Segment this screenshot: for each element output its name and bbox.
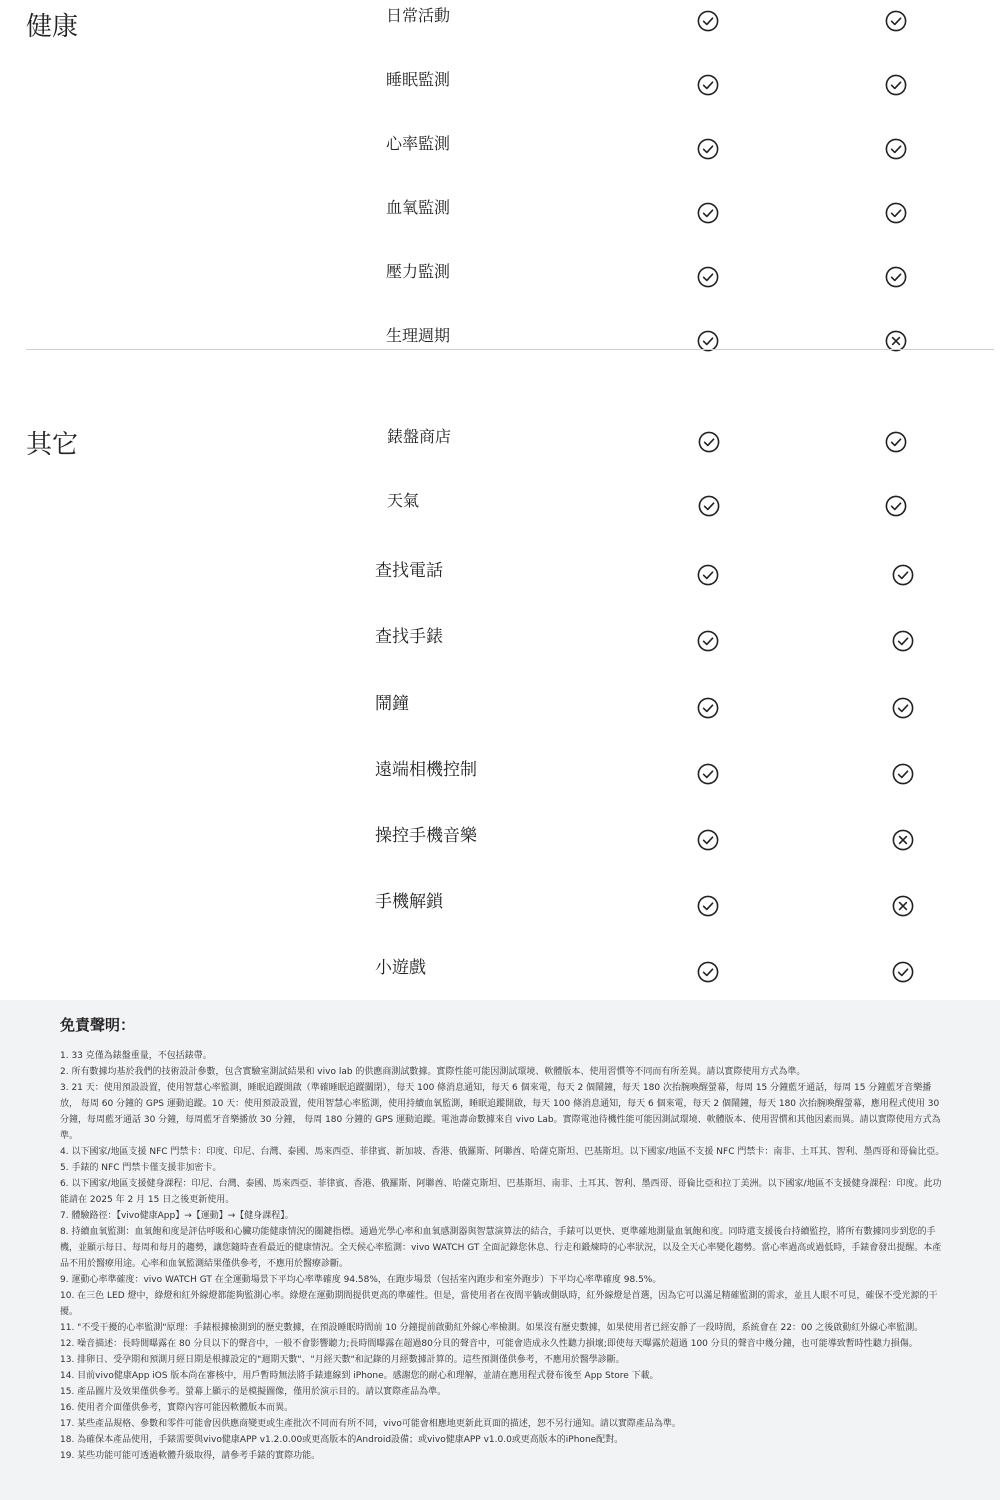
- health-section-title: 健康: [26, 12, 79, 42]
- disclaimer-note: 18. 為確保本產品使用，手錶需要與vivo健康APP v1.2.0.00或更高版本的Android設備；或vivo健康APP v1.0.0或更高版本的iPhone配對。: [60, 1435, 624, 1445]
- feature-label: 天氣: [387, 491, 420, 510]
- check-circle-icon: [697, 829, 719, 851]
- check-circle-icon: [885, 495, 907, 517]
- feature-label: 生理週期: [386, 326, 451, 345]
- check-circle-icon: [697, 564, 719, 586]
- check-circle-icon: [698, 495, 720, 517]
- disclaimer-note: 4. 以下國家/地區支援 NFC 門禁卡：印度、印尼、台灣、泰國、馬來西亞、菲律賓、新加坡、香港、俄羅斯、阿聯酋、哈薩克斯坦、巴基斯坦。以下國家/地區不支援 NFC 門禁卡：南非、土耳其、智利、墨西哥和哥倫比亞。: [60, 1147, 945, 1157]
- feature-row: [0, 958, 1000, 998]
- feature-row: [0, 198, 1000, 238]
- check-circle-icon: [892, 564, 914, 586]
- feature-row: [0, 627, 1000, 667]
- feature-row: [0, 134, 1000, 174]
- check-circle-icon: [697, 961, 719, 983]
- disclaimer-note: 11. "不受干擾的心率監測"原理：手錶根據檢測到的歷史數據，在預設睡眠時間前 10 分鐘提前啟動紅外線心率檢測。如果沒有歷史數據，如果使用者已經安靜了一段時間，系統會在 22：00 之後啟動紅外線心率監測。: [60, 1323, 924, 1333]
- disclaimer-notes: [60, 1048, 945, 1464]
- feature-label: 日常活動: [386, 6, 451, 25]
- feature-row: [0, 561, 1000, 601]
- feature-row: [0, 760, 1000, 800]
- disclaimer-note: 12. 噪音描述：長時間曝露在 80 分貝以下的聲音中，一般不會影響聽力;長時間曝露在超過80分貝的聲音中，可能會造成永久性聽力損壞;即使每天曝露於超過 100 分貝的聲音中幾分鐘，也可能導致暫時性聽力損傷。: [60, 1339, 918, 1349]
- check-circle-icon: [892, 763, 914, 785]
- disclaimer-note: 7. 體驗路徑：【vivo健康App】→【運動】→【健身課程】。: [60, 1211, 294, 1221]
- disclaimer-note: 14. 目前vivo健康App iOS 版本尚在審核中，用戶暫時無法將手錶連線到 iPhone。感謝您的耐心和理解，並請在應用程式發布後至 App Store 下載。: [60, 1371, 659, 1381]
- check-circle-icon: [697, 10, 719, 32]
- disclaimer-note: 19. 某些功能可能可透過軟體升級取得，請參考手錶的實際功能。: [60, 1451, 321, 1461]
- check-circle-icon: [892, 697, 914, 719]
- feature-label: 小遊戲: [375, 958, 426, 978]
- feature-row: [0, 427, 1000, 467]
- feature-label: 查找電話: [375, 561, 443, 581]
- feature-row: [0, 892, 1000, 932]
- feature-label: 遠端相機控制: [375, 760, 477, 780]
- disclaimer-note: 1. 33 克僅為錶盤重量，不包括錶帶。: [60, 1051, 212, 1061]
- disclaimer-note: 15. 產品圖片及效果僅供參考。螢幕上顯示的是模擬圖像，僅用於演示目的。請以實際產品為準。: [60, 1387, 447, 1397]
- feature-label: 錶盤商店: [387, 427, 452, 446]
- check-circle-icon: [697, 630, 719, 652]
- disclaimer-note: 13. 排卵日、受孕期和預測月經日期是根據設定的"週期天數"、"月經天數"和記錄的月經數據計算的。這些預測僅供參考，不應用於醫學診斷。: [60, 1355, 625, 1365]
- disclaimer-note: 5. 手錶的 NFC 門禁卡僅支援非加密卡。: [60, 1163, 222, 1173]
- feature-row: [0, 694, 1000, 734]
- check-circle-icon: [892, 630, 914, 652]
- disclaimer-note: 9. 運動心率準確度：vivo WATCH GT 在全運動場景下平均心率準確度 94.58%，在跑步場景（包括室內跑步和室外跑步）下平均心率準確度 98.5%。: [60, 1275, 662, 1285]
- cross-circle-icon: [892, 829, 914, 851]
- feature-label: 心率監測: [386, 134, 451, 153]
- feature-label: 操控手機音樂: [375, 826, 477, 846]
- check-circle-icon: [697, 138, 719, 160]
- other-section-title: 其它: [26, 430, 79, 460]
- feature-row: [0, 70, 1000, 110]
- feature-row: [0, 6, 1000, 46]
- check-circle-icon: [885, 10, 907, 32]
- feature-row: [0, 491, 1000, 531]
- check-circle-icon: [885, 202, 907, 224]
- disclaimer-panel: [0, 1000, 1000, 1500]
- disclaimer-note: 3. 21 天：使用預設設置，使用智慧心率監測，睡眠追蹤開啟（準確睡眠追蹤關閉），每天 100 條消息通知，每天 6 個來電，每天 2 個鬧鐘，每天 180 次抬腕喚醒螢幕，每周 15 分鐘藍牙通話，每周 15 分鐘藍牙音樂播放， 每周 60 分鐘的 GPS 運動追蹤。10 天：使用預設設置，使用智慧心率監測，使用持續血氧監測，睡眠追蹤開啟，每天 100 條消息通知，每天 6 個來電，每天 2 個鬧鐘，每天 180 次抬腕喚醒螢幕，應用程式使用 30 分鐘，每周藍牙通話 30 分鐘，每周藍牙音樂播放 30 分鐘， 每周 180 分鐘的 GPS 運動追蹤。電池壽命數據來自 vivo Lab。實際電池待機性能可能因測試環境、軟體版本、使用習慣和其他因素而異。請以實際使用方式為準。: [60, 1083, 941, 1141]
- feature-row: [0, 262, 1000, 302]
- check-circle-icon: [892, 961, 914, 983]
- check-circle-icon: [698, 431, 720, 453]
- feature-label: 血氧監測: [386, 198, 451, 217]
- feature-label: 鬧鐘: [375, 694, 409, 714]
- disclaimer-note: 6. 以下國家/地區支援健身課程：印尼、台灣、泰國、馬來西亞、菲律賓、香港、俄羅斯、阿聯酋、哈薩克斯坦、巴基斯坦、南非、土耳其、智利、墨西哥、哥倫比亞和拉丁美洲。以下國家/地區不支援健身課程：印度。此功能請在 2025 年 2 月 15 日之後更新使用。: [60, 1179, 942, 1205]
- check-circle-icon: [697, 697, 719, 719]
- check-circle-icon: [885, 266, 907, 288]
- disclaimer-note: 16. 使用者介面僅供參考，實際內容可能因軟體版本而異。: [60, 1403, 294, 1413]
- disclaimer-title: 免責聲明：: [60, 1016, 136, 1034]
- feature-label: 壓力監測: [386, 262, 451, 281]
- disclaimer-note: 17. 某些產品規格、參數和零件可能會因供應商變更或生產批次不同而有所不同，vivo可能會相應地更新此頁面的描述，恕不另行通知。請以實際產品為準。: [60, 1419, 681, 1429]
- feature-label: 手機解鎖: [375, 892, 443, 912]
- check-circle-icon: [697, 74, 719, 96]
- feature-label: 查找手錶: [375, 627, 443, 647]
- disclaimer-note: 10. 在三色 LED 燈中，綠燈和紅外線燈都能夠監測心率。綠燈在運動期間提供更高的準確性。但是，當使用者在夜間平躺或側臥時，紅外線燈是首選，因為它可以滿足精確監測的需求，並且人眼不可見，確保不受光源的干擾。: [60, 1291, 938, 1317]
- check-circle-icon: [697, 202, 719, 224]
- check-circle-icon: [885, 431, 907, 453]
- feature-row: [0, 326, 1000, 366]
- feature-row: [0, 826, 1000, 866]
- feature-label: 睡眠監測: [386, 70, 451, 89]
- disclaimer-note: 2. 所有數據均基於我們的技術設計參數，包含實驗室測試結果和 vivo lab 的供應商測試數據。實際性能可能因測試環境、軟體版本、使用習慣等不同而有所差異。請以實際使用方式為準。: [60, 1067, 806, 1077]
- disclaimer-note: 8. 持續血氧監測：血氧飽和度是評估呼吸和心臟功能健康情況的關鍵指標。通過光學心率和血氧感測器與智慧演算法的結合，手錶可以更快、更準確地測量血氧飽和度。同時還支援後台持續監控，將所有數據同步到您的手機，並顯示每日、每周和每月的趨勢，讓您隨時查看最近的健康情況。全天候心率監測：vivo WATCH GT 全面記錄您休息、行走和鍛煉時的心率狀況，以及全天心率變化趨勢。當心率過高或過低時，手錶會發出提醒。本產品不用於醫療用途。心率和血氧監測結果僅供參考，不應用於醫療診斷。: [60, 1227, 942, 1269]
- check-circle-icon: [885, 138, 907, 160]
- check-circle-icon: [697, 895, 719, 917]
- check-circle-icon: [697, 763, 719, 785]
- section-divider: [26, 349, 994, 350]
- check-circle-icon: [885, 74, 907, 96]
- check-circle-icon: [697, 266, 719, 288]
- cross-circle-icon: [892, 895, 914, 917]
